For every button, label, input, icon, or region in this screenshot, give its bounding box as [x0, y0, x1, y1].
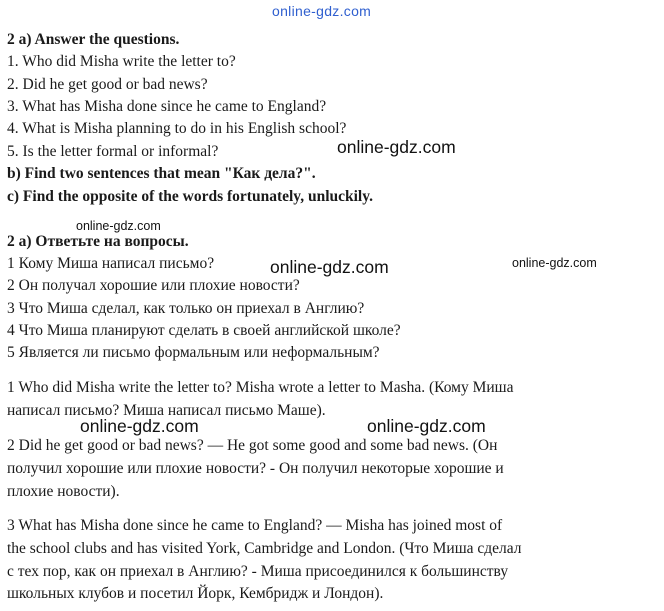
answer-3-line-1: 3 What has Misha done since he came to England? — Misha has joined most of: [7, 517, 503, 534]
question-en-4: 4. What is Misha planning to do in his English school?: [7, 120, 347, 137]
answer-3-line-3: с тех пор, как он приехал в Англию? - Миша присоединился к большинству: [7, 563, 509, 580]
question-ru-2: 2 Он получал хорошие или плохие новости?: [7, 277, 300, 294]
section-en-heading: 2 a) Answer the questions.: [7, 31, 180, 48]
question-ru-3: 3 Что Миша сделал, как только он приехал в Англию?: [7, 300, 365, 317]
watermark-2: online-gdz.com: [76, 219, 161, 233]
task-c: c) Find the opposite of the words fortunately, unluckily.: [7, 188, 373, 205]
watermark-6: online-gdz.com: [367, 416, 486, 436]
question-en-5: 5. Is the letter formal or informal?: [7, 143, 219, 160]
question-ru-5: 5 Является ли письмо формальным или неформальным?: [7, 344, 380, 361]
watermark-top: online-gdz.com: [272, 3, 372, 19]
question-ru-4: 4 Что Миша планируют сделать в своей английской школе?: [7, 322, 401, 339]
answer-2-line-1: 2 Did he get good or bad news? — He got some good and some bad news. (Он: [7, 437, 498, 454]
answer-2-line-3: плохие новости).: [7, 483, 120, 500]
question-en-3: 3. What has Misha done since he came to England?: [7, 98, 327, 115]
question-en-2: 2. Did he get good or bad news?: [7, 76, 208, 93]
question-en-1: 1. Who did Misha write the letter to?: [7, 53, 236, 70]
answer-1-line-1: 1 Who did Misha write the letter to? Misha wrote a letter to Masha. (Кому Миша: [7, 379, 514, 396]
watermark-3: online-gdz.com: [270, 257, 389, 277]
question-ru-1: 1 Кому Миша написал письмо?: [7, 255, 215, 272]
task-b: b) Find two sentences that mean "Как дела?".: [7, 165, 316, 182]
answer-2-line-2: получил хорошие или плохие новости? - Он получил некоторые хорошие и: [7, 460, 504, 477]
answer-3-line-4: школьных клубов и посетил Йорк, Кембридж и Лондон).: [7, 585, 384, 602]
answer-1-line-2: написал письмо? Миша написал письмо Маше).: [7, 402, 326, 419]
answer-3-line-2: the school clubs and has visited York, Cambridge and London. (Что Миша сделал: [7, 540, 522, 557]
watermark-4: online-gdz.com: [512, 256, 597, 270]
section-ru-heading: 2 а) Ответьте на вопросы.: [7, 233, 189, 250]
watermark-5: online-gdz.com: [80, 416, 199, 436]
watermark-1: online-gdz.com: [337, 137, 456, 157]
